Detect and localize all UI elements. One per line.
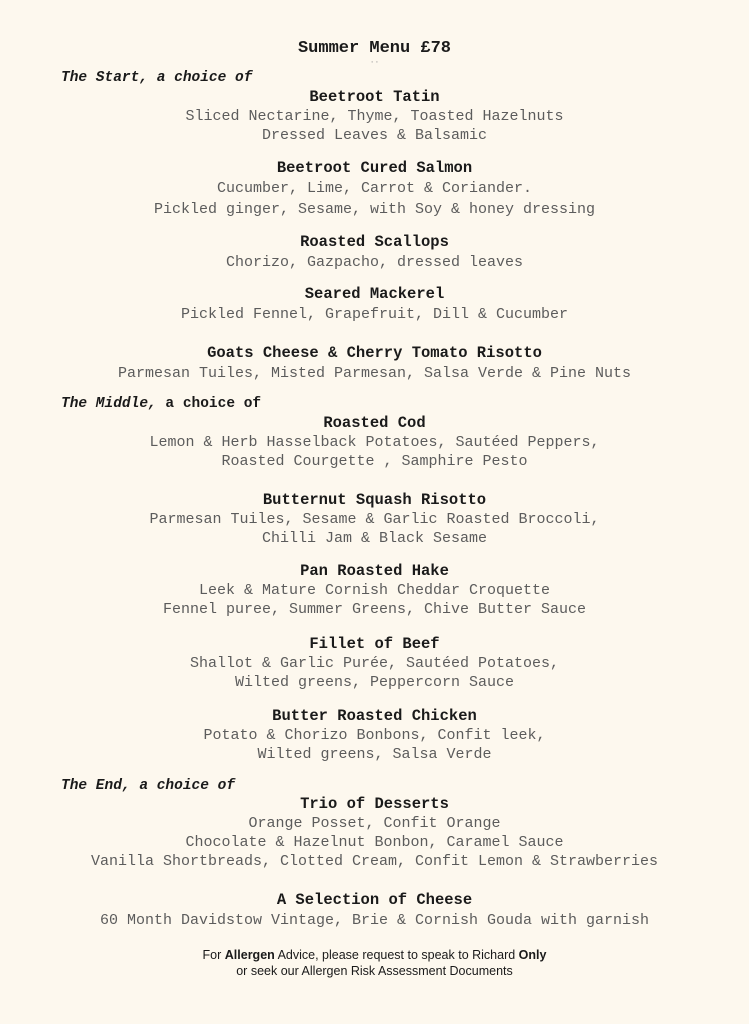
dish-description: Leek & Mature Cornish Cheddar Croquette	[198, 582, 551, 599]
allergen-notice-line2: or seek our Allergen Risk Assessment Documents	[236, 964, 513, 978]
dish-description: Orange Posset, Confit Orange	[248, 815, 501, 832]
dish-name: Roasted Scallops	[300, 233, 449, 251]
dish-name: Goats Cheese & Cherry Tomato Risotto	[207, 344, 542, 362]
dish-description: 60 Month Davidstow Vintage, Brie & Cornish Gouda with garnish	[99, 912, 650, 929]
dish-pan-roasted-hake	[0, 562, 749, 619]
dish-name: A Selection of Cheese	[276, 891, 473, 909]
allergen-text: Advice, please request to speak to Richard	[274, 948, 519, 962]
dish-description: Chilli Jam & Black Sesame	[261, 530, 488, 547]
dish-name: Roasted Cod	[323, 414, 426, 432]
dish-name: Beetroot Cured Salmon	[276, 159, 473, 177]
dish-name: Fillet of Beef	[309, 635, 440, 653]
dish-name: Trio of Desserts	[300, 795, 449, 813]
dish-description: Chocolate & Hazelnut Bonbon, Caramel Sauce	[185, 834, 564, 851]
dish-name: Butter Roasted Chicken	[272, 707, 477, 725]
dish-trio-of-desserts	[0, 795, 749, 871]
dish-description: Cucumber, Lime, Carrot & Coriander.	[216, 180, 533, 197]
dish-name: Butternut Squash Risotto	[262, 491, 487, 509]
dish-roasted-cod	[0, 414, 749, 471]
dish-description: Wilted greens, Peppercorn Sauce	[234, 674, 515, 691]
dish-description: Vanilla Shortbreads, Clotted Cream, Confit Lemon & Strawberries	[90, 853, 659, 870]
dish-description: Sliced Nectarine, Thyme, Toasted Hazelnuts	[185, 108, 564, 125]
dish-description: Fennel puree, Summer Greens, Chive Butter Sauce	[162, 601, 587, 618]
section-heading-suffix: a choice of	[156, 396, 262, 412]
dish-description: Shallot & Garlic Purée, Sautéed Potatoes,	[189, 655, 560, 672]
dish-description: Parmesan Tuiles, Misted Parmesan, Salsa Verde & Pine Nuts	[117, 365, 632, 382]
dish-name: Seared Mackerel	[304, 285, 445, 303]
section-heading-end: The End, a choice of	[61, 778, 236, 794]
dish-roasted-scallops	[0, 233, 749, 273]
allergen-emphasis: Allergen	[224, 948, 275, 962]
dish-description: Roasted Courgette , Samphire Pesto	[221, 453, 528, 470]
decorative-dots: ··	[369, 58, 380, 67]
section-heading-start: The Start, a choice of	[61, 70, 253, 86]
dish-goats-cheese-risotto	[0, 344, 749, 384]
dish-description: Lemon & Herb Hasselback Potatoes, Sautéed Peppers,	[149, 434, 600, 451]
dish-description: Pickled Fennel, Grapefruit, Dill & Cucumber	[180, 306, 569, 323]
dish-beetroot-cured-salmon	[0, 159, 749, 220]
section-heading-label: The Middle,	[61, 396, 157, 412]
allergen-emphasis-only: Only	[518, 948, 547, 962]
dish-description: Parmesan Tuiles, Sesame & Garlic Roasted Broccoli,	[149, 511, 600, 528]
dish-butter-roasted-chicken	[0, 707, 749, 764]
dish-fillet-of-beef	[0, 635, 749, 692]
dish-name: Pan Roasted Hake	[300, 562, 449, 580]
dish-butternut-squash-risotto	[0, 491, 749, 548]
dish-description: Potato & Chorizo Bonbons, Confit leek,	[203, 727, 546, 744]
dish-description: Chorizo, Gazpacho, dressed leaves	[225, 254, 524, 271]
dish-selection-of-cheese	[0, 891, 749, 931]
dish-seared-mackerel	[0, 285, 749, 325]
allergen-notice-line1	[0, 947, 749, 963]
dish-beetroot-tatin	[0, 88, 749, 145]
menu-title: Summer Menu £78	[297, 39, 452, 58]
dish-description: Dressed Leaves & Balsamic	[261, 127, 488, 144]
dish-name: Beetroot Tatin	[309, 88, 440, 106]
dish-description: Pickled ginger, Sesame, with Soy & honey dressing	[153, 201, 596, 218]
allergen-text: For	[202, 948, 225, 962]
dish-description: Wilted greens, Salsa Verde	[257, 746, 492, 763]
section-heading-middle	[61, 395, 261, 413]
allergen-notice	[0, 947, 749, 979]
